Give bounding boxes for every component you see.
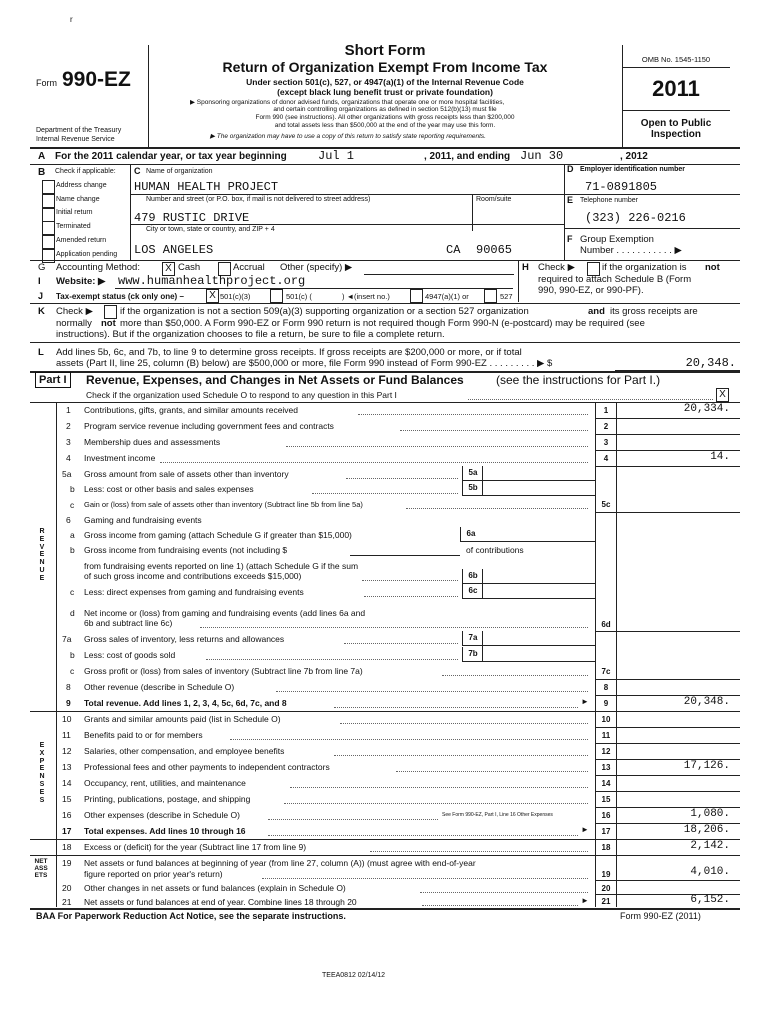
line-box: 7b [462, 647, 483, 661]
line-h-label: H [522, 262, 529, 273]
line-label: Total revenue. Add lines 1, 2, 3, 4, 5c, 6d, 7c, and 8 [84, 698, 287, 708]
ein-label: Employer identification number [580, 166, 686, 173]
line-number: 17 [62, 826, 72, 836]
line-label: Total expenses. Add lines 10 through 16 [84, 826, 246, 836]
open-public-1: Open to Public [640, 118, 712, 129]
side-label-expenses: EXPENSES [39, 742, 45, 804]
line-label: Occupancy, rent, utilities, and maintenance [84, 778, 246, 788]
dept-line2: Internal Revenue Service [36, 136, 115, 143]
org-name-field[interactable]: HUMAN HEALTH PROJECT [134, 180, 279, 194]
line-h-check: Check ▶ [538, 262, 575, 273]
header-note-1: ▶ Sponsoring organizations of donor advised funds, organizations that operate one or more hospital facilities, [190, 99, 505, 106]
line-label: of such gross income and contributions exceeds $15,000) [84, 571, 302, 581]
part-1-title: Revenue, Expenses, and Changes in Net Assets or Fund Balances [86, 373, 464, 387]
initial-return-label: Initial return [56, 209, 93, 216]
status-insert-no: ) ◄(insert no.) [342, 292, 390, 301]
line-d-label: D [567, 164, 574, 174]
form-reference: Form 990-EZ (2011) [620, 911, 701, 921]
not-509a3-checkbox[interactable] [104, 305, 117, 319]
line-l-text-2: assets (Part II, line 25, column (B) below) are $500,000 or more, file Form 990 instead of Form 990-EZ . . . . . . . . . ▶ $ [56, 358, 553, 369]
side-label-net-assets: NET ASSETS [34, 858, 48, 879]
part-1-badge: Part I [35, 372, 71, 388]
header-note-5: ▶ The organization may have to use a copy of this return to satisfy state reporting requirements. [210, 133, 486, 140]
top-mark: r [70, 15, 73, 24]
ein-field[interactable]: 71-0891805 [585, 180, 658, 194]
line-number: 13 [62, 762, 72, 772]
line-value[interactable]: 1,080. [690, 808, 730, 820]
line-number: 6 [66, 515, 71, 525]
line-a-ending-text: , 2011, and ending [424, 151, 511, 162]
line-label: Less: cost of goods sold [84, 650, 176, 660]
line-number: 16 [62, 810, 72, 820]
line-number: 3 [66, 437, 71, 447]
street-label: Number and street (or P.O. box, if mail is not delivered to street address) [146, 196, 371, 203]
group-exemption-label-2: Number . . . . . . . . . . . ▶ [580, 245, 682, 256]
line-k-not: not [101, 318, 116, 329]
amended-return-label: Amended return [56, 237, 107, 244]
line-number: b [70, 545, 75, 555]
city-label: City or town, state or country, and ZIP + 4 [146, 226, 275, 233]
line-number: 12 [62, 746, 72, 756]
room-suite-label: Room/suite [476, 196, 512, 203]
line-label: Other changes in net assets or fund balances (explain in Schedule O) [84, 883, 346, 893]
state-field[interactable]: CA [446, 243, 461, 257]
line-label: Gain or (loss) from sale of assets other than inventory (Subtract line 5b from line 5a) [84, 500, 363, 509]
line-number: 1 [66, 405, 71, 415]
tax-year-begin[interactable]: Jul 1 [318, 149, 355, 163]
header-note-2: and certain controlling organizations as defined in section 512(b)(13) must file [273, 106, 497, 113]
check-if-applicable: Check if applicable: [55, 168, 116, 175]
line-box: 7c [601, 667, 611, 676]
line-box: 18 [601, 843, 611, 852]
status-501c-checkbox[interactable] [270, 289, 283, 303]
line-k-text-1b: its gross receipts are [610, 306, 698, 317]
line-box: 19 [601, 870, 611, 879]
line-value[interactable]: 6,152. [690, 894, 730, 906]
phone-field[interactable]: (323) 226-0216 [585, 211, 686, 225]
side-label-revenue: REVENUE [39, 528, 45, 582]
line-label: Program service revenue including government fees and contracts [84, 421, 334, 431]
line-box: 3 [603, 438, 609, 447]
line-number: 8 [66, 682, 71, 692]
group-exemption-label-1: Group Exemption [580, 234, 654, 245]
status-4947-label: 4947(a)(1) or [425, 292, 469, 301]
address-change-label: Address change [56, 182, 107, 189]
website-field[interactable]: www.humanhealthproject.org [118, 274, 306, 288]
line-number: 2 [66, 421, 71, 431]
line-k-label: K [38, 306, 45, 317]
line-label: of contributions [466, 545, 524, 555]
subtitle-1: Under section 501(c), 527, or 4947(a)(1) of the Internal Revenue Code [246, 77, 524, 87]
name-change-checkbox[interactable] [42, 194, 55, 208]
cash-checkbox[interactable]: X [162, 262, 175, 276]
line-label: Net assets or fund balances at end of year. Combine lines 18 through 20 [84, 897, 357, 907]
line-value[interactable]: 17,126. [683, 760, 730, 772]
line-number: 7a [62, 634, 72, 644]
status-4947-checkbox[interactable] [410, 289, 423, 303]
line-e-label: E [567, 195, 574, 205]
line-box: 11 [601, 731, 611, 740]
line-number: 18 [62, 842, 72, 852]
tax-exempt-label: Tax-exempt status (ck only one) – [56, 292, 184, 301]
line-label: Excess or (deficit) for the year (Subtract line 17 from line 9) [84, 842, 307, 852]
street-field[interactable]: 479 RUSTIC DRIVE [134, 211, 250, 225]
header-note-4: and total assets less than $500,000 at the end of the year may use this form. [274, 122, 496, 129]
line-box: 20 [601, 884, 611, 893]
line-label: Gross income from gaming (attach Schedule G if greater than $15,000) [84, 530, 352, 540]
line-number: c [70, 666, 75, 676]
line-label: Contributions, gifts, grants, and similar amounts received [84, 405, 299, 415]
line-label: Professional fees and other payments to independent contractors [84, 762, 330, 772]
status-527-label: 527 [500, 292, 513, 301]
line-number: 19 [62, 858, 72, 868]
line-box: 16 [601, 811, 611, 820]
line-box: 15 [601, 795, 611, 804]
line-k-text-3: instructions). But if the organization chooses to file a return, be sure to file a complete return. [56, 329, 445, 340]
schedule-o-checkbox[interactable]: X [716, 388, 729, 402]
line-box: 6c [462, 584, 483, 598]
form-prefix: Form [36, 78, 57, 88]
line-l-text-1: Add lines 5b, 6c, and 7b, to line 9 to determine gross receipts. If gross receipts are $200,000 or more, or if total [56, 347, 522, 358]
line-label: Salaries, other compensation, and employee benefits [84, 746, 285, 756]
line-k-and: and [588, 306, 605, 317]
line-value[interactable]: 14. [710, 451, 730, 463]
line-label: figure reported on prior year's return) [84, 869, 223, 879]
line-box: 17 [601, 827, 611, 836]
status-501c3-checkbox[interactable]: X [206, 289, 219, 303]
line-k-normally: normally [56, 318, 92, 329]
line-k-text-1: if the organization is not a section 509(a)(3) supporting organization or a section 527 organization [120, 306, 529, 317]
line-number: a [70, 530, 75, 540]
line-box: 12 [601, 747, 611, 756]
line-box: 9 [603, 699, 609, 708]
subtitle-2: (except black lung benefit trust or private foundation) [277, 87, 493, 97]
line-value[interactable]: 4,010. [690, 866, 730, 878]
line-number: 4 [66, 453, 71, 463]
arrow-icon: ► [581, 896, 589, 905]
form-number: 990-EZ [62, 68, 131, 91]
line-number: c [70, 500, 75, 510]
line-number: 21 [62, 897, 72, 907]
omb-number: OMB No. 1545-1150 [641, 55, 711, 64]
line-box: 1 [603, 406, 609, 415]
line-g-label: G [38, 262, 46, 273]
title-short-form: Short Form [344, 42, 426, 59]
line-box: 14 [601, 779, 611, 788]
line-number: 15 [62, 794, 72, 804]
arrow-icon: ► [581, 825, 589, 834]
line-box: 6a [460, 527, 481, 541]
line-box: 2 [603, 422, 609, 431]
line-label: from fundraising events reported on line 1) (attach Schedule G if the sum [84, 561, 359, 571]
line-label: Printing, publications, postage, and shipping [84, 794, 251, 804]
part-1-title-note: (see the instructions for Part I.) [496, 373, 661, 387]
cash-label: Cash [178, 262, 201, 273]
line-box: 7a [462, 631, 483, 645]
line-label: Gross amount from sale of assets other than inventory [84, 469, 289, 479]
line-number: d [70, 608, 75, 618]
gross-receipts-value[interactable]: 20,348. [685, 356, 736, 370]
line-value[interactable]: 20,334. [683, 403, 730, 415]
terminated-label: Terminated [56, 223, 91, 230]
line-16-note: See Form 990-EZ, Part I, Line 16 Other Expenses [442, 812, 553, 818]
line-box: 6d [601, 620, 611, 629]
baa-notice: BAA For Paperwork Reduction Act Notice, see the separate instructions. [36, 911, 346, 921]
line-number: 9 [66, 698, 71, 708]
status-501c3-label: 501(c)(3) [220, 292, 251, 301]
line-c-label: C [134, 166, 141, 176]
line-label: 6b and subtract line 6c) [84, 618, 173, 628]
line-label: Investment income [84, 453, 156, 463]
line-label: Benefits paid to or for members [84, 730, 203, 740]
line-number: 20 [62, 883, 72, 893]
terminated-checkbox[interactable] [42, 221, 55, 235]
dept-line1: Department of the Treasury [36, 127, 122, 134]
line-number: b [70, 650, 75, 660]
line-label: Other expenses (describe in Schedule O) [84, 810, 240, 820]
software-code: TEEA0812 02/14/12 [322, 972, 386, 979]
line-box: 6b [462, 569, 483, 583]
line-label: Membership dues and assessments [84, 437, 221, 447]
status-527-checkbox[interactable] [484, 289, 497, 303]
line-b-label: B [38, 167, 46, 178]
other-method-label: Other (specify) ▶ [280, 262, 353, 273]
line-label: Other revenue (describe in Schedule O) [84, 682, 235, 692]
line-label: Net income or (loss) from gaming and fundraising events (add lines 6a and [84, 608, 366, 618]
line-number: c [70, 587, 75, 597]
line-label: Grants and similar amounts paid (list in Schedule O) [84, 714, 281, 724]
line-box: 8 [603, 683, 609, 692]
name-change-label: Name change [56, 196, 100, 203]
open-public-2: Inspection [650, 129, 701, 140]
phone-label: Telephone number [580, 197, 638, 204]
line-label: Gross sales of inventory, less returns and allowances [84, 634, 285, 644]
arrow-icon: ► [581, 697, 589, 706]
amended-return-checkbox[interactable] [42, 235, 55, 249]
tax-year-end-year: , 2012 [620, 151, 648, 162]
title-main: Return of Organization Exempt From Income Tax [222, 59, 548, 75]
line-number: 14 [62, 778, 72, 788]
line-h-text-4: 990, 990-EZ, or 990-PF). [538, 285, 644, 296]
zip-field[interactable]: 90065 [476, 243, 513, 257]
line-number: b [70, 484, 75, 494]
city-field[interactable]: LOS ANGELES [134, 243, 214, 257]
line-a-text: For the 2011 calendar year, or tax year beginning [55, 151, 287, 162]
header-note-3: Form 990 (see instructions). All other organizations with gross receipts less than $200,000 [255, 114, 515, 121]
line-label: Gross profit or (loss) from sales of inventory (Subtract line 7b from line 7a) [84, 666, 363, 676]
status-501c-label: 501(c) ( [286, 292, 312, 301]
line-box: 5c [601, 500, 611, 509]
line-box: 4 [603, 454, 609, 463]
website-label: Website: ▶ [56, 276, 106, 287]
application-pending-label: Application pending [56, 251, 118, 258]
schedule-o-text: Check if the organization used Schedule O to respond to any question in this Part I [86, 390, 397, 400]
line-k-check: Check ▶ [56, 306, 93, 317]
line-h-text-2: if the organization is [602, 262, 687, 273]
line-number: 10 [62, 714, 72, 724]
line-h-text-3: required to attach Schedule B (Form [538, 274, 692, 285]
address-change-checkbox[interactable] [42, 180, 55, 194]
line-k-text-2: more than $50,000. A Form 990-EZ or Form 990 return is not required though Form 990-N (e-postcard) may be required (see [120, 318, 645, 329]
initial-return-checkbox[interactable] [42, 208, 55, 222]
line-box: 5b [462, 481, 483, 495]
line-label: Less: cost or other basis and sales expenses [84, 484, 254, 494]
tax-year-end[interactable]: Jun 30 [520, 149, 564, 163]
line-box: 13 [601, 763, 611, 772]
line-label: Gross income from fundraising events (not including $ [84, 545, 288, 555]
line-a-label: A [38, 151, 46, 162]
line-box: 10 [601, 715, 611, 724]
line-value[interactable]: 20,348. [683, 696, 730, 708]
line-value[interactable]: 18,206. [683, 824, 730, 836]
line-label: Less: direct expenses from gaming and fundraising events [84, 587, 304, 597]
line-number: 5a [62, 469, 72, 479]
line-h-not: not [705, 262, 720, 273]
accounting-method-label: Accounting Method: [56, 262, 140, 273]
line-label: Gaming and fundraising events [84, 515, 202, 525]
line-box: 21 [601, 897, 611, 906]
line-box: 5a [462, 466, 483, 480]
line-f-label: F [567, 234, 573, 244]
line-label: Net assets or fund balances at beginning of year (from line 27, column (A)) (must agree with end-of-year [84, 858, 476, 868]
line-l-label: L [38, 347, 44, 358]
line-i-label: I [38, 276, 41, 287]
line-j-label: J [38, 291, 44, 301]
org-name-label: Name of organization [146, 168, 213, 175]
line-number: 11 [62, 730, 71, 740]
accrual-label: Accrual [233, 262, 265, 273]
tax-year: 2011 [652, 76, 700, 101]
line-value[interactable]: 2,142. [690, 840, 730, 852]
